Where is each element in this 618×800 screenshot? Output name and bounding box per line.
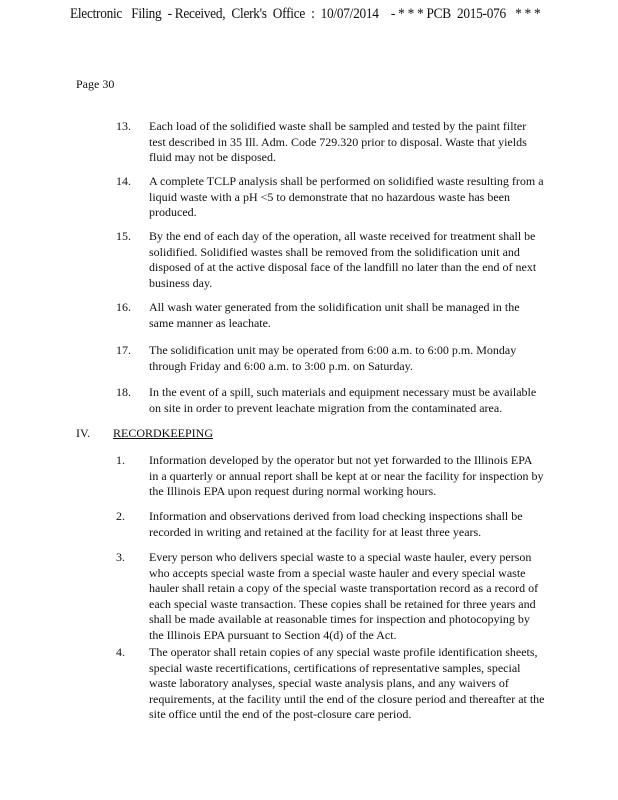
text-line: solidified. Solidified wastes shall be removed from the solidification unit and: [149, 244, 520, 259]
text-line: waste laboratory analyses, special waste analysis plans, and any waivers of: [149, 676, 509, 691]
text-line: Information and observations derived from load checking inspections shall be: [149, 509, 523, 523]
item-text: [149, 453, 544, 500]
item-text: [149, 343, 516, 374]
section-number: IV.: [76, 426, 91, 440]
text-line: site office until the end of the post-closure care period.: [149, 707, 412, 722]
item-number: 16.: [116, 300, 131, 314]
item-text: [149, 645, 545, 723]
text-line: The solidification unit may be operated from 6:00 a.m. to 6:00 p.m. Monday: [149, 343, 517, 357]
item-number: 3.: [116, 550, 125, 564]
item-number: 14.: [116, 174, 131, 188]
item-number: 15.: [116, 229, 131, 243]
text-line: All wash water generated from the solidification unit shall be managed in the: [149, 300, 520, 314]
item-number: 13.: [116, 119, 131, 133]
item-text: [149, 229, 536, 291]
item-number: 17.: [116, 343, 131, 357]
text-line: Every person who delivers special waste to a special waste hauler, every person: [149, 550, 532, 564]
item-text: [149, 550, 538, 644]
item-text: [149, 509, 523, 540]
item-text: [149, 300, 520, 331]
text-line: The operator shall retain copies of any special waste profile identification sheets,: [149, 645, 538, 659]
filing-header: Electronic Filing - Received, Clerk's Office : 10/07/2014 - * * * PCB 2015-076 * * *: [70, 6, 541, 22]
item-number: 4.: [116, 645, 125, 659]
section-title: RECORDKEEPING: [113, 426, 214, 440]
text-line: the Illinois EPA pursuant to Section 4(d) of the Act.: [149, 627, 397, 642]
text-line: disposed of at the active disposal face of the landfill no later than the end of next: [149, 260, 537, 275]
text-line: business day.: [149, 275, 213, 290]
item-number: 2.: [116, 509, 125, 523]
text-line: special waste recertifications, certifications of representative samples, special: [149, 660, 521, 675]
text-line: requirements, at the facility until the end of the closure period and thereafter at the: [149, 691, 545, 706]
text-line: By the end of each day of the operation, all waste received for treatment shall be: [149, 229, 536, 243]
page-number: Page 30: [76, 77, 115, 91]
text-line: test described in 35 Ill. Adm. Code 729.320 prior to disposal. Waste that yields: [149, 134, 527, 149]
text-line: who accepts special waste from a special waste hauler and every special waste: [149, 565, 526, 580]
text-line: Information developed by the operator but not yet forwarded to the Illinois EPA: [149, 453, 533, 467]
text-line: recorded in writing and retained at the facility for at least three years.: [149, 524, 482, 539]
item-text: [149, 119, 527, 166]
text-line: each special waste transaction. These copies shall be retained for three years and: [149, 596, 536, 611]
text-line: fluid may not be disposed.: [149, 150, 276, 165]
item-text: [149, 385, 536, 416]
item-number: 18.: [116, 385, 131, 399]
text-line: A complete TCLP analysis shall be performed on solidified waste resulting from a: [149, 174, 544, 188]
text-line: same manner as leachate.: [149, 315, 271, 330]
text-line: through Friday and 6:00 a.m. to 3:00 p.m. on Saturday.: [149, 358, 413, 373]
text-line: produced.: [149, 205, 197, 220]
text-line: in a quarterly or annual report shall be kept at or near the facility for inspection by: [149, 468, 544, 483]
text-line: the Illinois EPA upon request during normal working hours.: [149, 484, 437, 499]
item-text: [149, 174, 544, 221]
item-number: 1.: [116, 453, 125, 467]
text-line: Each load of the solidified waste shall be sampled and tested by the paint filter: [149, 119, 527, 133]
text-line: on site in order to prevent leachate migration from the contaminated area.: [149, 400, 503, 415]
text-line: In the event of a spill, such materials and equipment necessary must be available: [149, 385, 537, 399]
text-line: liquid waste with a pH <5 to demonstrate that no hazardous waste has been: [149, 189, 511, 204]
text-line: shall be made available at reasonable times for inspection and photocopying by: [149, 612, 530, 627]
text-line: hauler shall retain a copy of the special waste transportation record as a record of: [149, 581, 539, 596]
